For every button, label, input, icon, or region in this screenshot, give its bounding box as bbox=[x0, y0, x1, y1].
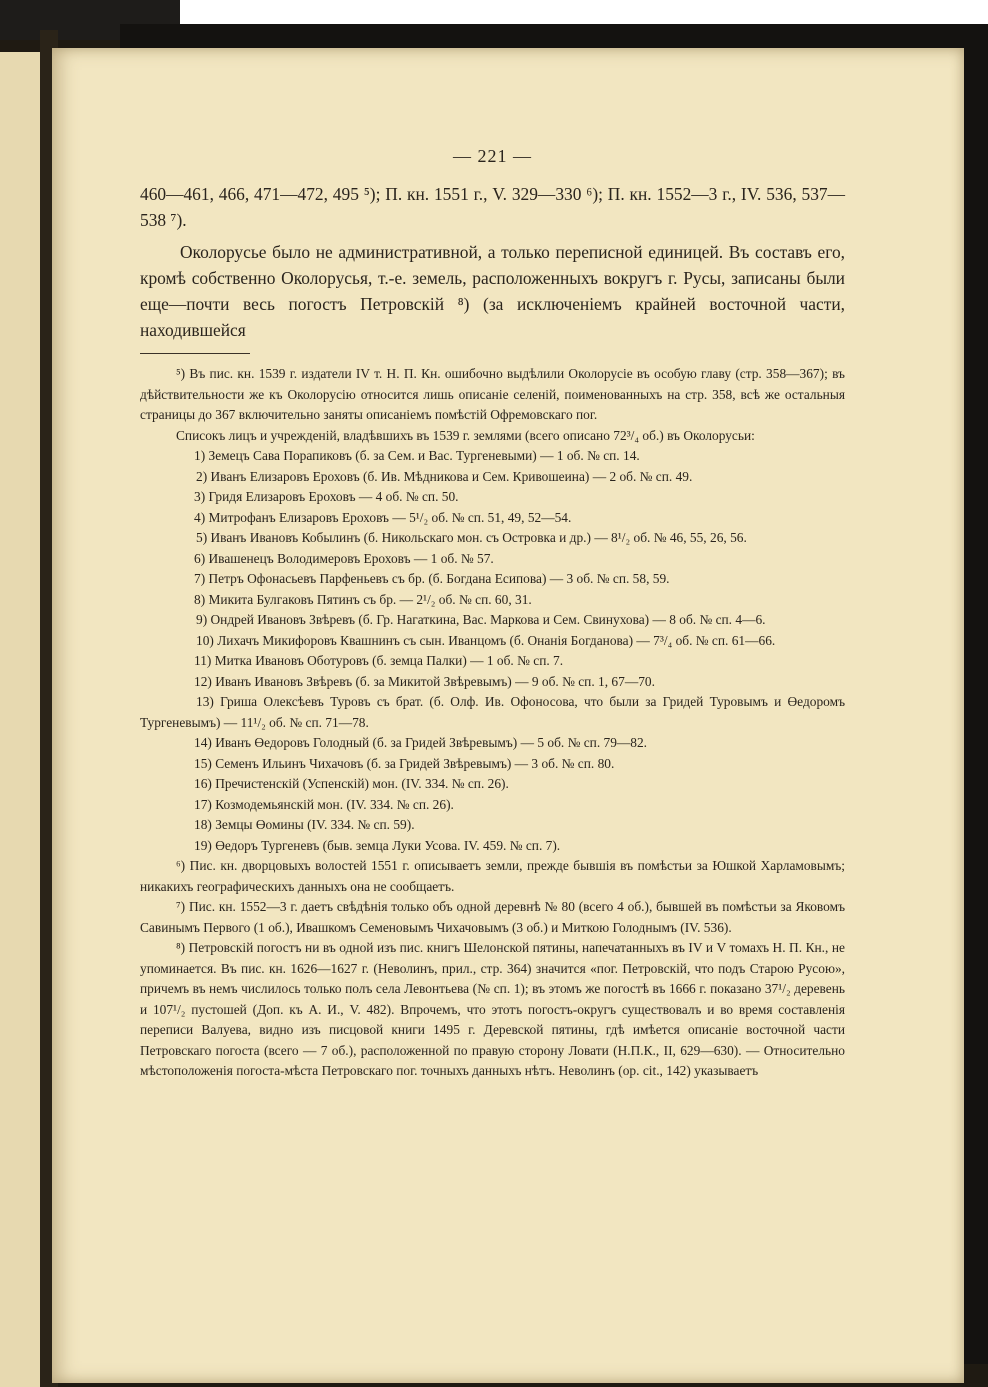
list-item: 9) Ондрей Ивановъ Звѣревъ (б. Гр. Нагаткина, Вас. Маркова и Сем. Свинухова) — 8 об. № сп. 4—6. bbox=[196, 612, 766, 627]
list-item: 12) Иванъ Ивановъ Звѣревъ (б. за Микитой Звѣревымъ) — 9 об. № сп. 1, 67—70. bbox=[194, 673, 655, 689]
list-item: 7) Петръ Офонасьевъ Парфеньевъ съ бр. (б. Богдана Есипова) — 3 об. № сп. 58, 59. bbox=[194, 571, 670, 586]
footnote-6: ⁶) Пис. кн. дворцовыхъ волостей 1551 г. описываетъ земли, прежде бывшія въ помѣстьи за Юшкой Харламовымъ; никакихъ географическихъ данныхъ она не сообщаетъ. bbox=[140, 858, 845, 894]
footnotes bbox=[140, 364, 845, 1082]
list-item: 2) Иванъ Елизаровъ Ероховъ (б. Ив. Мѣдникова и Сем. Кривошеина) — 2 об. № сп. 49. bbox=[196, 468, 693, 484]
previous-page-edge bbox=[0, 52, 43, 1387]
list-item: 6) Ивашенецъ Володимеровъ Ероховъ — 1 об. № 57. bbox=[194, 550, 494, 566]
footnote-rule bbox=[140, 353, 250, 354]
book-page bbox=[52, 48, 964, 1383]
footnote-8: ⁸) Петровскій погостъ ни въ одной изъ пис. книгъ Шелонской пятины, напечатанныхъ въ IV и V томахъ Н. П. Кн., не упоминается. Въ пис. кн. 1626—1627 г. (Неволинъ, прил., стр. 364) значится «пог. Петровскій, что подъ Старою Русою», причемъ въ немъ числилось только полъ села Левонтьева (№ сп. 1); въ этомъ же погостѣ въ 1666 г. показано 37¹/₂ деревень и 107¹/₂ пустошей (Доп. къ А. И., V. 482). Впрочемъ, что этотъ погостъ-округъ существовалъ и во время составленія переписи Валуева, видно изъ писцовой книги 1495 г. Деревской пятины, гдѣ имѣется описаніе восточной части Петровскаго погоста (всего — 7 об.), расположенной по правую сторону Ловати (Н.П.К., II, 629—630). — Относительно мѣстоположенія погоста-мѣста Петровскаго пог. точныхъ данныхъ нѣтъ. Неволинъ (op. cit., 142) указываетъ bbox=[140, 940, 845, 1078]
footnote-5-list-intro: Списокъ лицъ и учрежденій, владѣвшихъ въ 1539 г. землями (всего описано 72³/₄ об.) въ Околорусьи: bbox=[176, 427, 755, 443]
list-item: 10) Лихачъ Микифоровъ Квашнинъ съ сын. Иванцомъ (б. Онанія Богданова) — 7³/₄ об. № сп. 61—66. bbox=[196, 632, 776, 648]
main-paragraph-1: 460—461, 466, 471—472, 495 ⁵); П. кн. 1551 г., V. 329—330 ⁶); П. кн. 1552—3 г., IV. 536, 537—538 ⁷). bbox=[140, 184, 845, 230]
list-item: 15) Семенъ Ильинъ Чихачовъ (б. за Гридей Звѣревымъ) — 3 об. № сп. 80. bbox=[194, 755, 615, 771]
list-item: 18) Земцы Өомины (IV. 334. № сп. 59). bbox=[194, 817, 415, 832]
list-item: 3) Гридя Елизаровъ Ероховъ — 4 об. № сп. 50. bbox=[194, 489, 459, 504]
list-item: 14) Иванъ Өедоровъ Голодный (б. за Гридей Звѣревымъ) — 5 об. № сп. 79—82. bbox=[194, 735, 648, 750]
list-item: 17) Козмодемьянскій мон. (IV. 334. № сп. 26). bbox=[194, 796, 454, 812]
footnote-7: ⁷) Пис. кн. 1552—3 г. даетъ свѣдѣнія только объ одной деревнѣ № 80 (всего 4 об.), бывшей въ помѣстьи за Яковомъ Савинымъ Первого (1 об.), Ивашкомъ Семеновымъ Чихачовымъ (3 об.) и Миткою Голоднымъ (IV. 536). bbox=[140, 899, 845, 935]
list-item: 13) Гриша Олексѣевъ Туровъ съ брат. (б. Олф. Ив. Офоносова, что были за Гридей Туровымъ и Өедоромъ Тургеневымъ) — 11¹/₂ об. № сп. 71—78. bbox=[140, 694, 845, 730]
list-item: 11) Митка Ивановъ Оботуровъ (б. земца Палки) — 1 об. № сп. 7. bbox=[194, 653, 564, 668]
list-item: 16) Пречистенскій (Успенскій) мон. (IV. 334. № сп. 26). bbox=[194, 776, 509, 791]
page-content bbox=[140, 146, 845, 1082]
list-item: 1) Земецъ Сава Порапиковъ (б. за Сем. и Вас. Тургеневыми) — 1 об. № сп. 14. bbox=[194, 448, 640, 463]
page-number: — 221 — bbox=[453, 146, 532, 166]
main-text bbox=[140, 181, 845, 343]
list-item: 4) Митрофанъ Елизаровъ Ероховъ — 5¹/₂ об. № сп. 51, 49, 52—54. bbox=[194, 509, 572, 525]
main-paragraph-2: Околорусье было не административной, а только переписной единицей. Въ составъ его, кромѣ собственно Околорусья, т.-е. земель, расположенныхъ вокругъ г. Русы, записаны были еще—почти весь погостъ Петровскій ⁸) (за исключеніемъ крайней восточной части, находившейся bbox=[140, 242, 845, 340]
list-item: 5) Иванъ Ивановъ Кобылинъ (б. Никольскаго мон. съ Островка и др.) — 8¹/₂ об. № 46, 55, 26, 56. bbox=[196, 530, 747, 545]
list-item: 19) Өедоръ Тургеневъ (быв. земца Луки Усова. IV. 459. № сп. 7). bbox=[194, 837, 561, 853]
footnote-5: ⁵) Въ пис. кн. 1539 г. издатели IV т. Н. П. Кн. ошибочно выдѣлили Околорусіе въ особую главу (стр. 358—367); въ дѣйствительности же къ Околорусію относится лишь описаніе селеній, поименованныхъ на стр. 358, всѣ же остальныя страницы до 367 включительно заняты описаніемъ помѣстій Офремовскаго пог. bbox=[140, 366, 845, 422]
list-item: 8) Микита Булгаковъ Пятинъ съ бр. — 2¹/₂ об. № сп. 60, 31. bbox=[194, 591, 532, 607]
